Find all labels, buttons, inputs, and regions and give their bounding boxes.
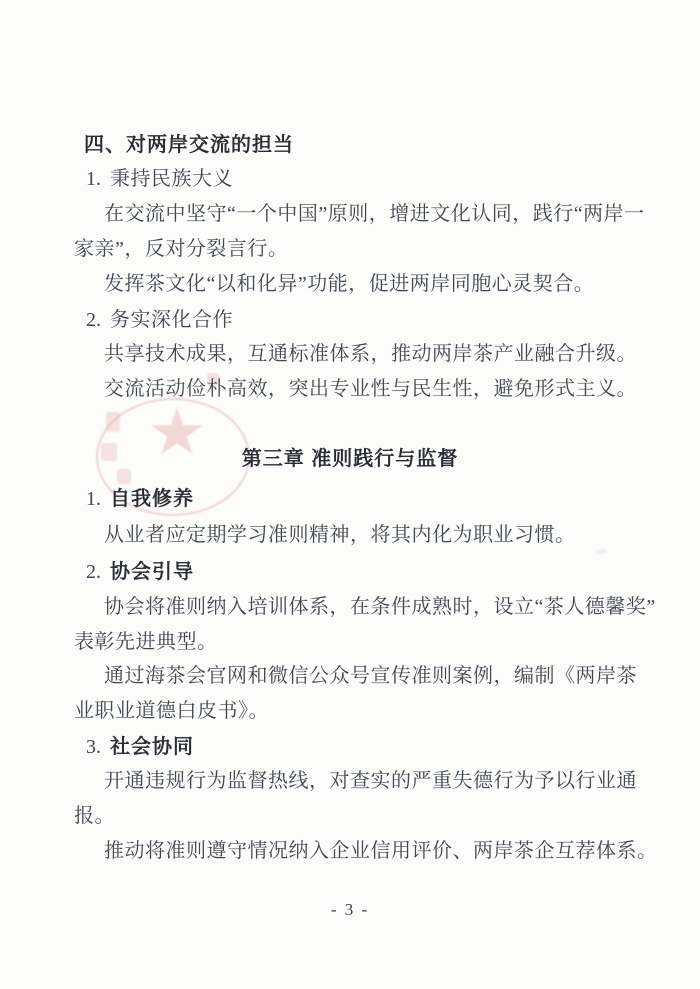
list-item-title: 自我修养 bbox=[110, 488, 194, 510]
section-heading-4: 四、对两岸交流的担当 bbox=[84, 134, 294, 156]
scan-smudge-artifact bbox=[596, 549, 607, 554]
paragraph-line: 通过海茶会官网和微信公众号宣传准则案例，编制《两岸茶 bbox=[104, 665, 637, 687]
paragraph-line: 交流活动俭朴高效，突出专业性与民生性，避免形式主义。 bbox=[104, 378, 637, 400]
list-item-number: 2. bbox=[86, 561, 101, 583]
paragraph-line: 家亲”，反对分裂言行。 bbox=[74, 238, 289, 260]
stamp-text-fragment bbox=[106, 412, 120, 432]
paragraph-line: 表彰先进典型。 bbox=[74, 631, 218, 653]
chapter-3-heading: 第三章 准则践行与监督 bbox=[241, 448, 459, 470]
paragraph-line: 报。 bbox=[74, 805, 115, 827]
paragraph-line: 在交流中坚守“一个中国”原则，增进文化认同，践行“两岸一 bbox=[104, 203, 645, 225]
stamp-text-fragment bbox=[117, 469, 131, 484]
paragraph-line: 业职业道德白皮书》。 bbox=[74, 700, 269, 722]
list-item-number: 2. bbox=[86, 309, 101, 331]
list-item-2-heading bbox=[86, 560, 194, 584]
paragraph-line: 开通违规行为监督热线，对查实的严重失德行为予以行业通 bbox=[104, 770, 637, 792]
list-item-title: 秉持民族大义 bbox=[110, 168, 233, 190]
list-item-title: 协会引导 bbox=[110, 561, 194, 583]
paragraph-line: 发挥茶文化“以和化异”功能，促进两岸同胞心灵契合。 bbox=[104, 273, 595, 295]
list-item-2-heading bbox=[86, 308, 233, 332]
list-item-number: 1. bbox=[86, 488, 101, 510]
paragraph-line: 共享技术成果，互通标准体系，推动两岸茶产业融合升级。 bbox=[104, 343, 637, 365]
list-item-title: 社会协同 bbox=[110, 736, 194, 758]
page-number: - 3 - bbox=[330, 900, 370, 919]
paragraph-line: 推动将准则遵守情况纳入企业信用评价、两岸茶企互荐体系。 bbox=[104, 840, 658, 862]
list-item-title: 务实深化合作 bbox=[110, 309, 233, 331]
list-item-3-heading bbox=[86, 735, 194, 759]
list-item-number: 1. bbox=[86, 168, 101, 190]
list-item-1-heading bbox=[86, 167, 233, 191]
paragraph-line: 从业者应定期学习准则精神，将其内化为职业习惯。 bbox=[104, 524, 576, 546]
list-item-1-heading bbox=[86, 487, 194, 511]
paragraph-line: 协会将准则纳入培训体系，在条件成熟时，设立“茶人德馨奖” bbox=[104, 596, 656, 618]
list-item-number: 3. bbox=[86, 736, 101, 758]
